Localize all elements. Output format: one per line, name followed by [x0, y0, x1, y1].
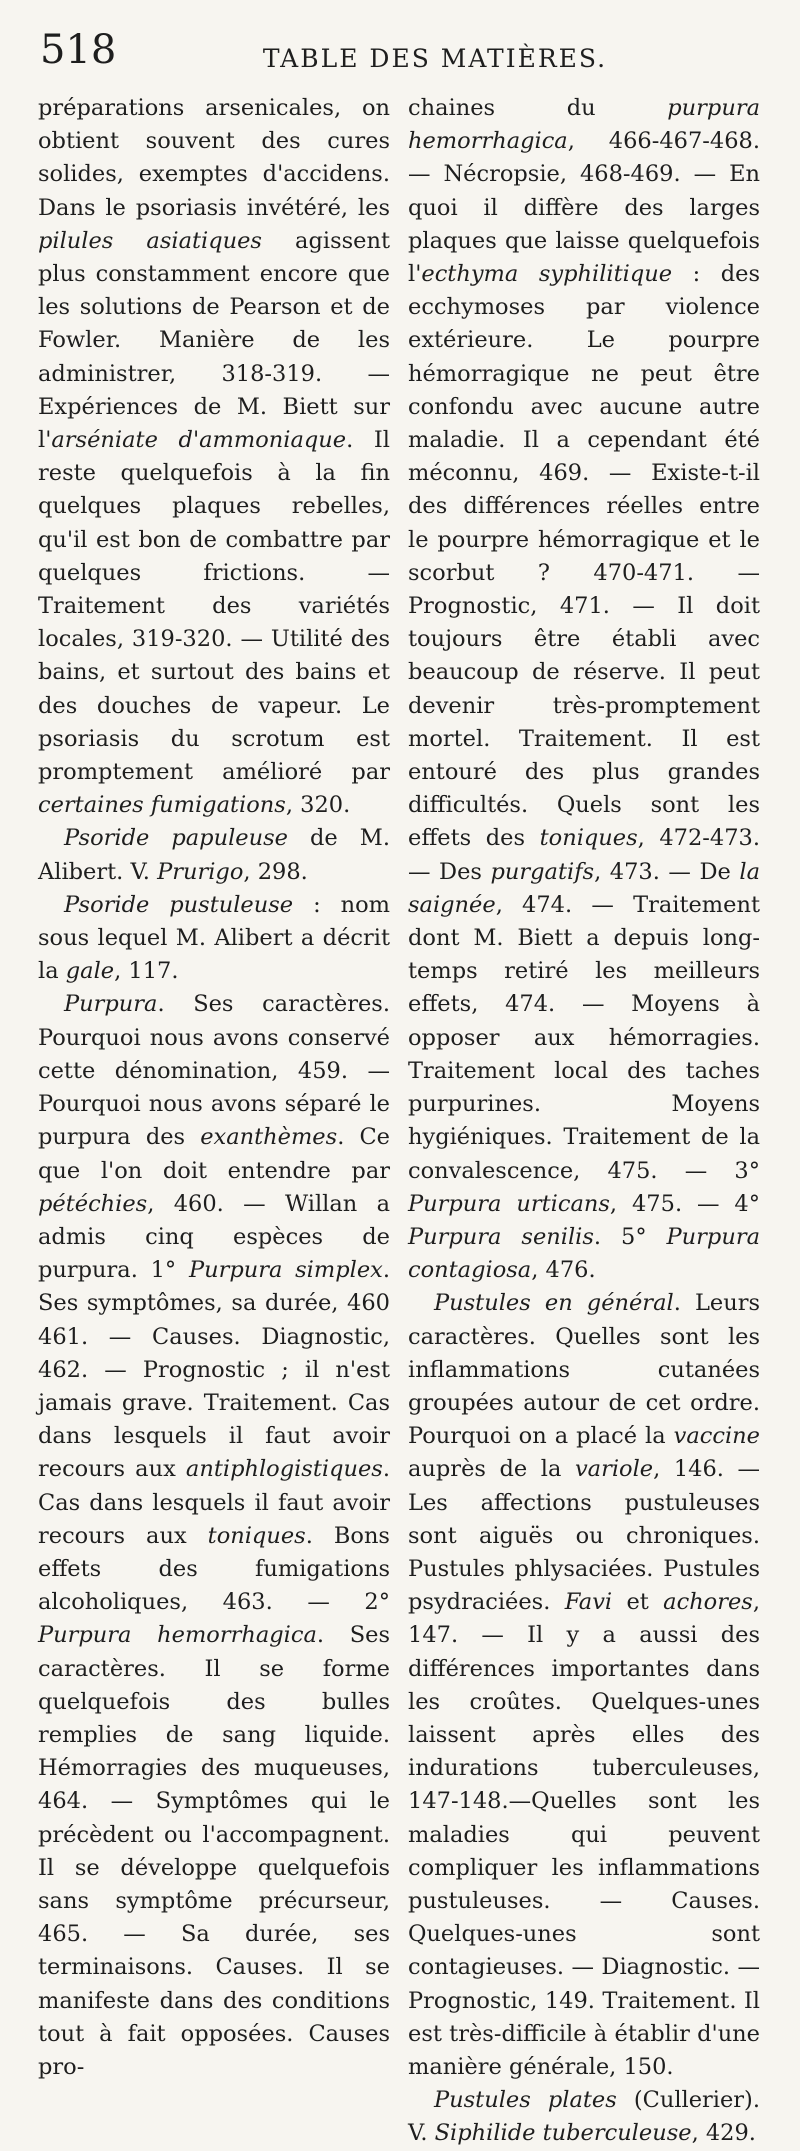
page-number: 518 [40, 27, 117, 73]
italic-term: Purpura urticans [408, 1190, 610, 1217]
italic-term: Prurigo [157, 858, 244, 885]
index-entry [408, 2084, 760, 2150]
entry-text: , 473. — De [594, 858, 740, 885]
italic-term: toniques [207, 1522, 306, 1549]
entry-text: , 466-467-468. — Nécropsie, 468-469. — En quoi il diffère des larges plaques que laisse quelquefois l' [408, 128, 760, 288]
italic-term: pétéchies [38, 1190, 148, 1217]
entry-text: , 146. — Les affections pustuleuses sont aiguës ou chroniques. Pustules phlysaciées. Pustules psydraciées. [408, 1456, 760, 1616]
italic-term: achores [663, 1589, 753, 1616]
italic-term: antiphlogistiques [185, 1456, 383, 1483]
index-entry [408, 92, 760, 1287]
italic-term: Favi [564, 1589, 613, 1616]
italic-term: Pustules en général [434, 1290, 674, 1317]
entry-text: . Ses symptômes, sa durée, 460 461. — Causes. Diagnostic, 462. — Prognostic ; il n'est jamais grave. Traitement. Cas dans lesquels il faut avoir recours aux [38, 1257, 390, 1483]
entry-text: , 476. [531, 1257, 596, 1284]
running-title: TABLE DES MATIÈRES. [262, 44, 608, 73]
entry-text: , 320. [285, 792, 351, 819]
italic-term: arséniate d'ammoniaque [51, 427, 347, 454]
entry-text: . 5° [593, 1223, 667, 1250]
entry-text: agissent plus constamment encore que les solutions de Pearson et de Fowler. Manière de les administrer, 318-319. — Expériences de M. Biett sur l' [38, 227, 391, 454]
index-entry [38, 822, 390, 888]
entry-text: chaines du [408, 95, 668, 121]
entry-text: . Ses caractères. Pourquoi nous avons conservé cette dénomination, 459. — Pourquoi nous avons séparé le purpura des [38, 991, 390, 1151]
italic-term: ecthyma syphilitique [421, 261, 673, 288]
italic-term: Purpura contagiosa [408, 1223, 760, 1284]
italic-term: Purpura simplex [188, 1257, 383, 1284]
italic-term: Purpura [64, 991, 158, 1018]
entry-text: , 298. [243, 858, 308, 885]
italic-term: vaccine [673, 1423, 760, 1450]
left-column [38, 92, 390, 2084]
italic-term: Siphilide tuberculeuse [434, 2120, 692, 2147]
italic-term: Purpura hemorrhagica [38, 1622, 317, 1649]
italic-term: Purpura senilis [408, 1223, 594, 1250]
index-entry [38, 988, 390, 2084]
entry-text: auprès de la [408, 1456, 575, 1483]
right-column [408, 92, 760, 2151]
italic-term: toniques [539, 825, 638, 852]
entry-text: , 147. — Il y a aussi des différences importantes dans les croûtes. Quelques-unes laissent après elles des indurations tuberculeuses, 147-148.—Quelles sont les maladies qui peuvent compliquer les inflammations pustuleuses. — Causes. Quelques-unes sont contagieuses. — Diagnostic. — Prognostic, 149. Traitement. Il est très-difficile à établir d'une manière générale, 150. [408, 1589, 760, 2080]
entry-text: et [612, 1589, 664, 1616]
entry-text: , 475. — 4° [609, 1190, 761, 1217]
index-entry [38, 889, 390, 989]
entry-text: . Leurs caractères. Quelles sont les inflammations cutanées groupées autour de cet ordre. Pourquoi on a placé la [408, 1290, 760, 1450]
italic-term: Pustules plates [434, 2087, 617, 2114]
entry-text: , 460. — Willan a admis cinq espèces de purpura. 1° [38, 1190, 390, 1284]
index-entry [38, 92, 390, 822]
entry-text: . Il reste quelquefois à la fin quelques plaques rebelles, qu'il est bon de combattre par quelques frictions. — Traitement des variétés locales, 319-320. — Utilité des bains, et surtout des bains et des douches de vapeur. Le psoriasis du scrotum est promptement amélioré par [38, 427, 390, 786]
italic-term: pilules asiatiques [38, 227, 262, 254]
entry-text: . Ce que l'on doit entendre par [38, 1124, 390, 1184]
italic-term: purgatifs [490, 858, 595, 885]
entry-text: , 429. [691, 2120, 756, 2147]
entry-text: , 117. [114, 958, 179, 985]
entry-text: , 472-473. — Des [408, 825, 761, 885]
page-header [40, 26, 760, 90]
entry-text: , 474. — Traitement dont M. Biett a depuis long-temps retiré les meilleurs effets, 474. — Moyens à opposer aux hémorragies. Traitement local des taches purpurines. Moyens hygiéniques. Traitement de la convalescence, 475. — 3° [408, 891, 760, 1184]
italic-term: la saignée [408, 858, 760, 918]
italic-term: certaines fumigations [38, 792, 286, 819]
entry-text: de M. Alibert. V. [38, 825, 390, 885]
italic-term: exanthèmes [200, 1124, 338, 1151]
italic-term: purpura hemorrhagica [408, 95, 760, 155]
index-entry [408, 1287, 760, 2084]
italic-term: variole [574, 1456, 654, 1483]
entry-text: (Cullerier). V. [408, 2087, 760, 2147]
entry-text: : nom sous lequel M. Alibert a décrit la [38, 891, 390, 985]
entry-text: . Cas dans lesquels il faut avoir recours aux [38, 1456, 390, 1549]
entry-text: . Ses caractères. Il se forme quelquefois des bulles remplies de sang liquide. Hémorragies des muqueuses, 464. — Symptômes qui le précèdent ou l'accompagnent. Il se développe quelquefois sans symptôme précurseur, 465. — Sa durée, ses terminaisons. Causes. Il se manifeste dans des conditions tout à fait opposées. Causes pro- [38, 1622, 390, 2080]
entry-text: préparations arsenicales, on obtient souvent des cures solides, exemptes d'accidens. Dans le psoriasis invétéré, les [38, 95, 390, 221]
entry-text: : des ecchymoses par violence extérieure. Le pourpre hémorragique ne peut être confondu avec aucune autre maladie. Il a cependant été méconnu, 469. — Existe-t-il des différences réelles entre le pourpre hémorragique et le scorbut ? 470-471. — Prognostic, 471. — Il doit toujours être établi avec beaucoup de réserve. Il peut devenir très-promptement mortel. Traitement. Il est entouré des plus grandes difficultés. Quels sont les effets des [408, 261, 760, 852]
italic-term: Psoride pustuleuse [64, 891, 294, 918]
entry-text: . Bons effets des fumigations alcoholiques, 463. — 2° [38, 1522, 390, 1616]
italic-term: Psoride papuleuse [64, 825, 288, 852]
italic-term: gale [65, 958, 115, 985]
